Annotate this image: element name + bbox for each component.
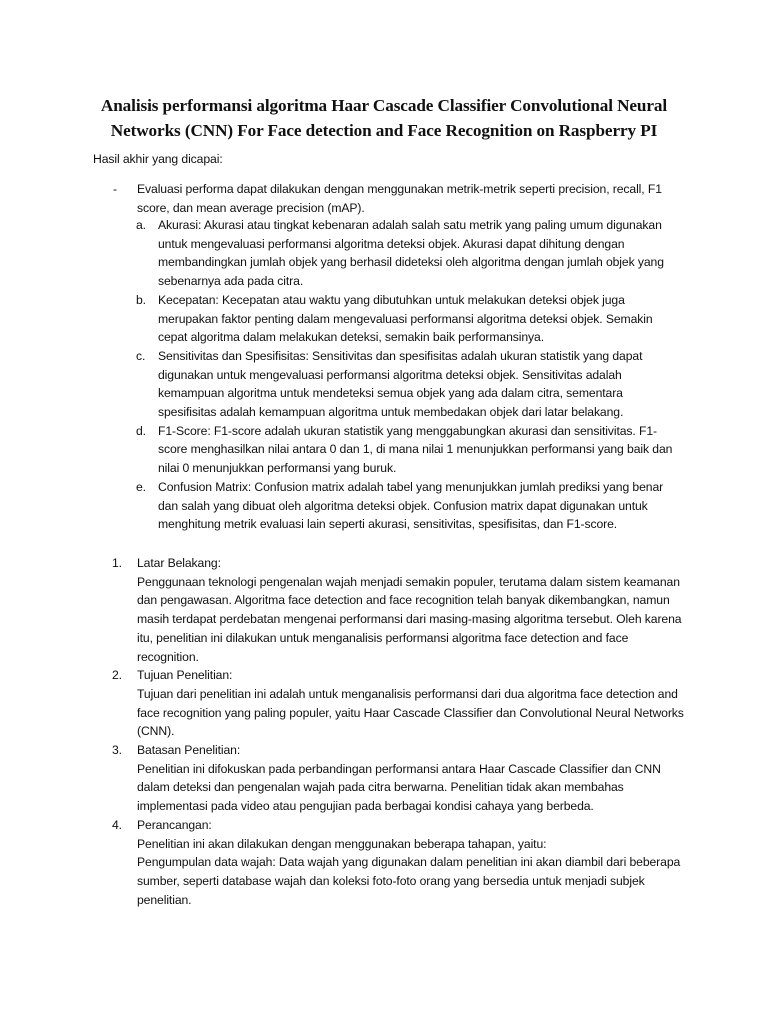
sub-item-e <box>136 478 696 534</box>
sub-marker: e. <box>136 479 146 494</box>
section-paragraph: Pengumpulan data wajah: Data wajah yang digunakan dalam penelitian ini akan diambil dari beberapa sumber, seperti database wajah dan koleksi foto-foto orang yang bersedia untuk menjadi subjek penelitian. <box>137 855 681 907</box>
document-title: Analisis performansi algoritma Haar Cascade Classifier Convolutional Neural Networks (CNN) For Face detection and Face Recognition on Raspberry PI <box>100 96 668 140</box>
sub-item-d <box>136 422 696 478</box>
sub-marker: c. <box>136 348 146 363</box>
numbered-item-batasan-penelitian <box>112 741 692 816</box>
section-heading: Tujuan Penelitian: <box>137 668 233 683</box>
sub-item-text: Kecepatan: Kecepatan atau waktu yang dibutuhkan untuk melakukan deteksi objek juga merupakan faktor penting dalam mengevaluasi performansi algoritma deteksi objek. Semakin cepat algoritma dalam melakukan deteksi, semakin baik performansinya. <box>158 292 653 345</box>
section-heading: Perancangan: <box>137 817 212 832</box>
sub-item-text: Confusion Matrix: Confusion matrix adalah tabel yang menunjukkan jumlah prediksi yang benar dan salah yang dibuat oleh algoritma deteksi objek. Confusion matrix dapat digunakan untuk menghitung metrik evaluasi lain seperti akurasi, sensitivitas, spesifisitas, dan F1-score. <box>158 479 664 532</box>
sub-item-a <box>136 216 696 291</box>
number-marker: 4. <box>112 817 122 832</box>
sub-marker: a. <box>136 218 146 232</box>
sub-item-b <box>136 291 696 347</box>
sub-item-text: F1-Score: F1-score adalah ukuran statistik yang menggabungkan akurasi dan sensitivitas. F1-score menghasilkan nilai antara 0 dan 1, di mana nilai 1 menunjukkan performansi yang baik dan nilai 0 menunjukkan performansi yang buruk. <box>158 423 673 476</box>
number-marker: 2. <box>112 668 122 683</box>
numbered-item-tujuan-penelitian <box>112 666 692 741</box>
number-marker: 1. <box>112 556 122 570</box>
section-paragraph: Penggunaan teknologi pengenalan wajah menjadi semakin populer, terutama dalam sistem keamanan dan pengawasan. Algoritma face detection and face recognition telah banyak dikembangkan, namun masih terdapat perdebatan mengenai performansi dari masing-masing algoritma tersebut. Oleh karena itu, penelitian ini dilakukan untuk menganalisis performansi algoritma face detection and face recognition. <box>137 574 682 664</box>
section-paragraph: Tujuan dari penelitian ini adalah untuk menganalisis performansi dari dua algoritma face detection and face recognition yang paling populer, yaitu Haar Cascade Classifier dan Convolutional Neural Networks (CNN). <box>137 686 684 739</box>
numbered-list <box>112 554 692 909</box>
section-paragraph: Penelitian ini difokuskan pada perbandingan performansi antara Haar Cascade Classifier dan CNN dalam deteksi dan pengenalan wajah pada citra berwarna. Penelitian tidak akan membahas implementasi pada video atau pengujian pada berbagai kondisi cahaya yang berbeda. <box>137 761 661 814</box>
section-paragraph: Penelitian ini akan dilakukan dengan menggunakan beberapa tahapan, yaitu: <box>137 836 547 851</box>
sub-item-c <box>136 347 696 422</box>
main-bullet-text: Evaluasi performa dapat dilakukan dengan menggunakan metrik-metrik seperti precision, recall, F1 score, dan mean average precision (mAP). <box>137 182 662 215</box>
sub-item-text: Akurasi: Akurasi atau tingkat kebenaran adalah salah satu metrik yang paling umum digunakan untuk mengevaluasi performansi algoritma deteksi objek. Akurasi dapat dihitung dengan membandingkan jumlah objek yang berhasil dideteksi oleh algoritma dengan jumlah objek yang sebenarnya ada pada citra. <box>158 218 664 289</box>
section-heading: Batasan Penelitian: <box>137 743 241 758</box>
sub-item-text: Sensitivitas dan Spesifisitas: Sensitivitas dan spesifisitas adalah ukuran statistik yang dapat digunakan untuk mengevaluasi performansi algoritma deteksi objek. Sensitivitas adalah kemampuan algoritma untuk mendeteksi semua objek yang ada dalam citra, sementara spesifisitas adalah kemampuan algoritma untuk membedakan objek dari latar belakang. <box>158 348 643 420</box>
numbered-item-latar-belakang <box>112 554 692 666</box>
number-marker: 3. <box>112 743 122 758</box>
sub-marker: d. <box>136 423 146 438</box>
sub-marker: b. <box>136 292 146 307</box>
numbered-item-perancangan <box>112 816 692 910</box>
intro-text: Hasil akhir yang dicapai: <box>93 152 223 166</box>
sub-list <box>136 216 696 534</box>
bullet-dash: - <box>113 182 117 196</box>
section-heading: Latar Belakang: <box>137 556 221 570</box>
